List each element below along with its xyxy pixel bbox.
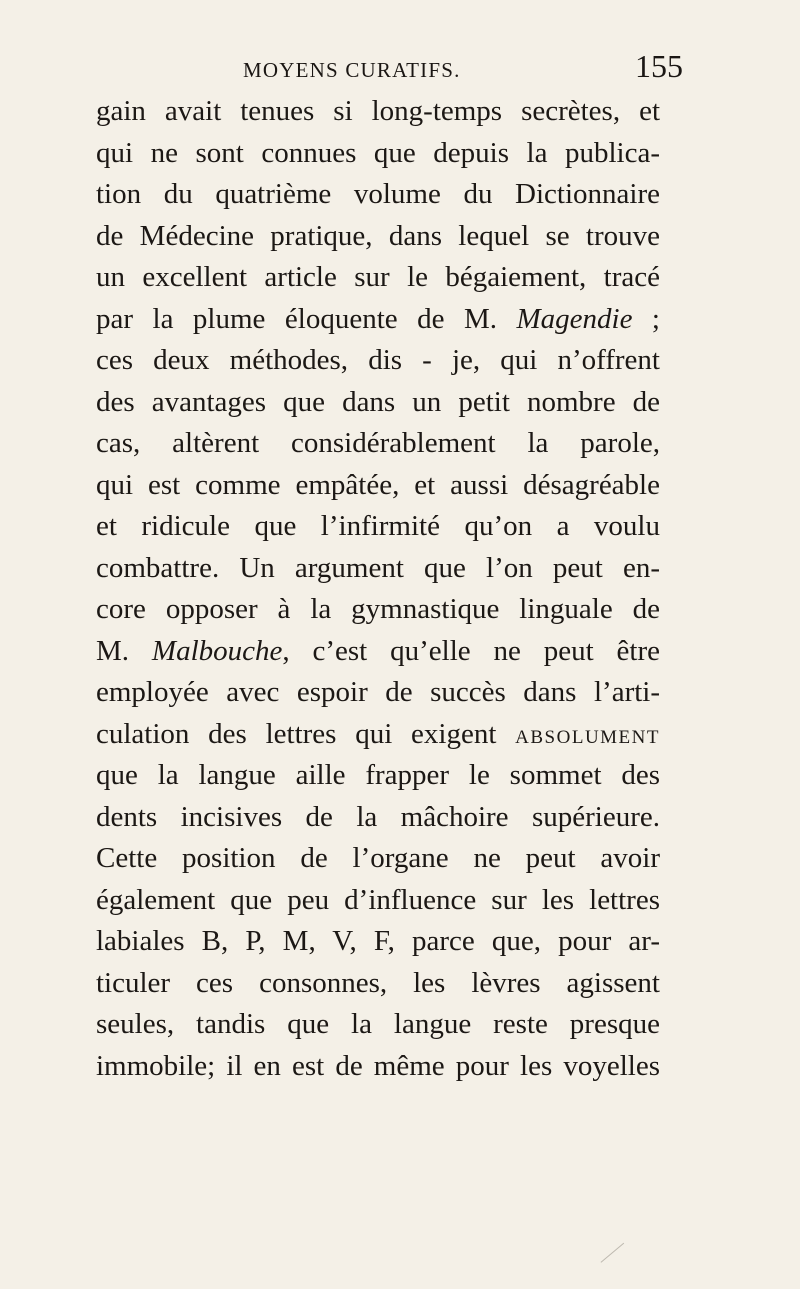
page-number: 155	[635, 48, 683, 84]
page-header	[0, 48, 800, 88]
text-line: labiales B, P, M, V, F, parce que, pour ar-	[96, 925, 660, 957]
text-line: employée avec espoir de succès dans l’arti-	[96, 676, 660, 708]
text-line: ces deux méthodes, dis - je, qui n’offrent	[96, 344, 660, 376]
text-line: tion du quatrième volume du Dictionnaire	[96, 178, 660, 210]
text-line: également que peu d’influence sur les lettres	[96, 883, 660, 916]
text-line: M. Malbouche, c’est qu’elle ne peut être	[96, 634, 660, 667]
text-line: Cette position de l’organe ne peut avoir	[96, 842, 660, 874]
text-line: que la langue aille frapper le sommet des	[96, 759, 660, 791]
text-line: par la plume éloquente de M. Magendie ;	[96, 302, 660, 335]
text-line: et ridicule que l’infirmité qu’on a voulu	[96, 510, 660, 542]
text-line: de Médecine pratique, dans lequel se trouve	[96, 219, 660, 252]
text-line: dents incisives de la mâchoire supérieure.	[96, 800, 660, 833]
text-line: seules, tandis que la langue reste presque	[96, 1008, 660, 1040]
text-line: culation des lettres qui exigent ABSOLUMENT	[96, 717, 660, 750]
text-line: cas, altèrent considérablement la parole,	[96, 427, 660, 459]
text-line: qui ne sont connues que depuis la publica-	[96, 136, 660, 169]
text-line: core opposer à la gymnastique linguale de	[96, 593, 660, 625]
text-line: qui est comme empâtée, et aussi désagréable	[96, 468, 660, 501]
text-line: des avantages que dans un petit nombre de	[96, 385, 660, 418]
text-line: combattre. Un argument que l’on peut en-	[96, 551, 660, 584]
paper-blemish	[601, 1243, 626, 1265]
text-line: immobile; il en est de même pour les voyelles	[96, 1049, 660, 1082]
text-line: un excellent article sur le bégaiement, tracé	[96, 261, 660, 293]
body-text	[96, 91, 660, 1087]
running-title: MOYENS CURATIFS.	[243, 58, 461, 82]
text-line: gain avait tenues si long-temps secrètes, et	[96, 95, 660, 127]
text-line: ticuler ces consonnes, les lèvres agissent	[96, 966, 660, 999]
